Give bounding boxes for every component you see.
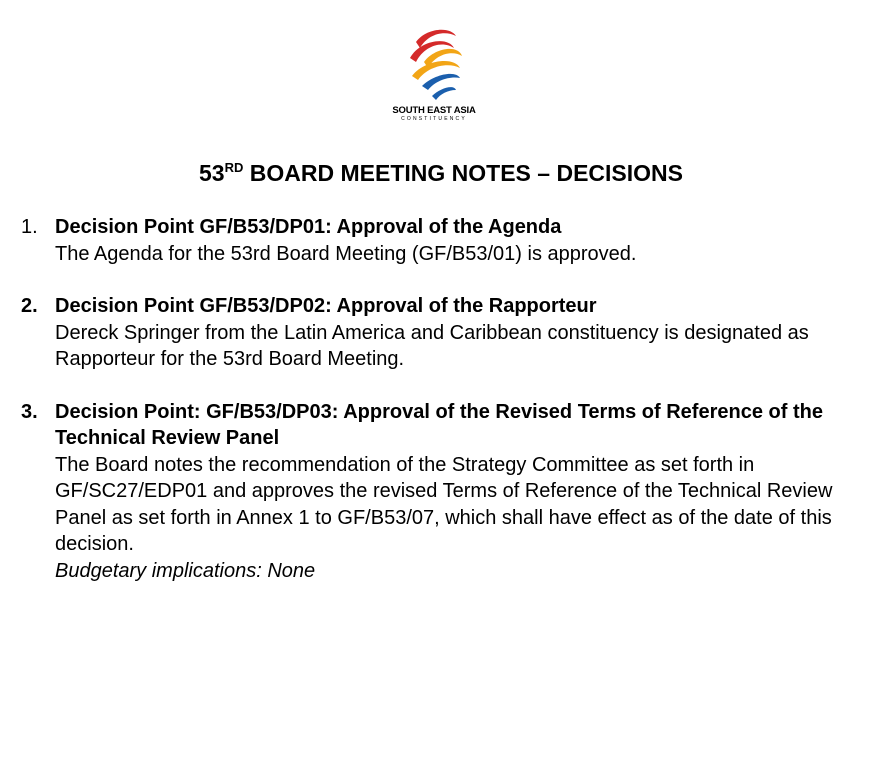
title-number: 53 bbox=[199, 160, 225, 186]
decision-body: The Board notes the recommendation of the Strategy Committee as set forth in GF/SC27/EDP01 and approves the revised Terms of Reference of the Technical Review Panel as set forth in Annex 1 to GF/B53/07, which shall have effect as of the date of this decision. bbox=[55, 453, 833, 555]
logo-org-name: SOUTH EAST ASIA bbox=[392, 105, 476, 116]
decision-item-3 bbox=[0, 399, 882, 585]
decision-heading: Decision Point GF/B53/DP01: Approval of the Agenda bbox=[55, 216, 562, 238]
decision-item-1 bbox=[0, 214, 882, 267]
decision-number: 2. bbox=[21, 295, 38, 317]
decision-list bbox=[0, 214, 882, 610]
decision-item-2 bbox=[0, 293, 882, 373]
decision-number: 1. bbox=[21, 216, 38, 238]
title-text: BOARD MEETING NOTES – DECISIONS bbox=[243, 160, 683, 186]
decision-body: Dereck Springer from the Latin America and Caribbean constituency is designated as Rapporteur for the 53rd Board Meeting. bbox=[55, 321, 809, 370]
title-superscript: RD bbox=[224, 160, 244, 175]
globe-logo-icon bbox=[394, 24, 474, 104]
decision-body: The Agenda for the 53rd Board Meeting (GF/B53/01) is approved. bbox=[55, 242, 637, 265]
decision-heading: Decision Point: GF/B53/DP03: Approval of the Revised Terms of Reference of the Technical Review Panel bbox=[55, 400, 823, 449]
page-title bbox=[0, 158, 882, 188]
constituency-logo bbox=[372, 24, 496, 122]
logo-org-subtitle: CONSTITUENCY bbox=[401, 116, 467, 122]
budgetary-note: Budgetary implications: None bbox=[55, 559, 316, 582]
decision-heading: Decision Point GF/B53/DP02: Approval of the Rapporteur bbox=[55, 295, 597, 317]
decision-number: 3. bbox=[21, 400, 38, 423]
